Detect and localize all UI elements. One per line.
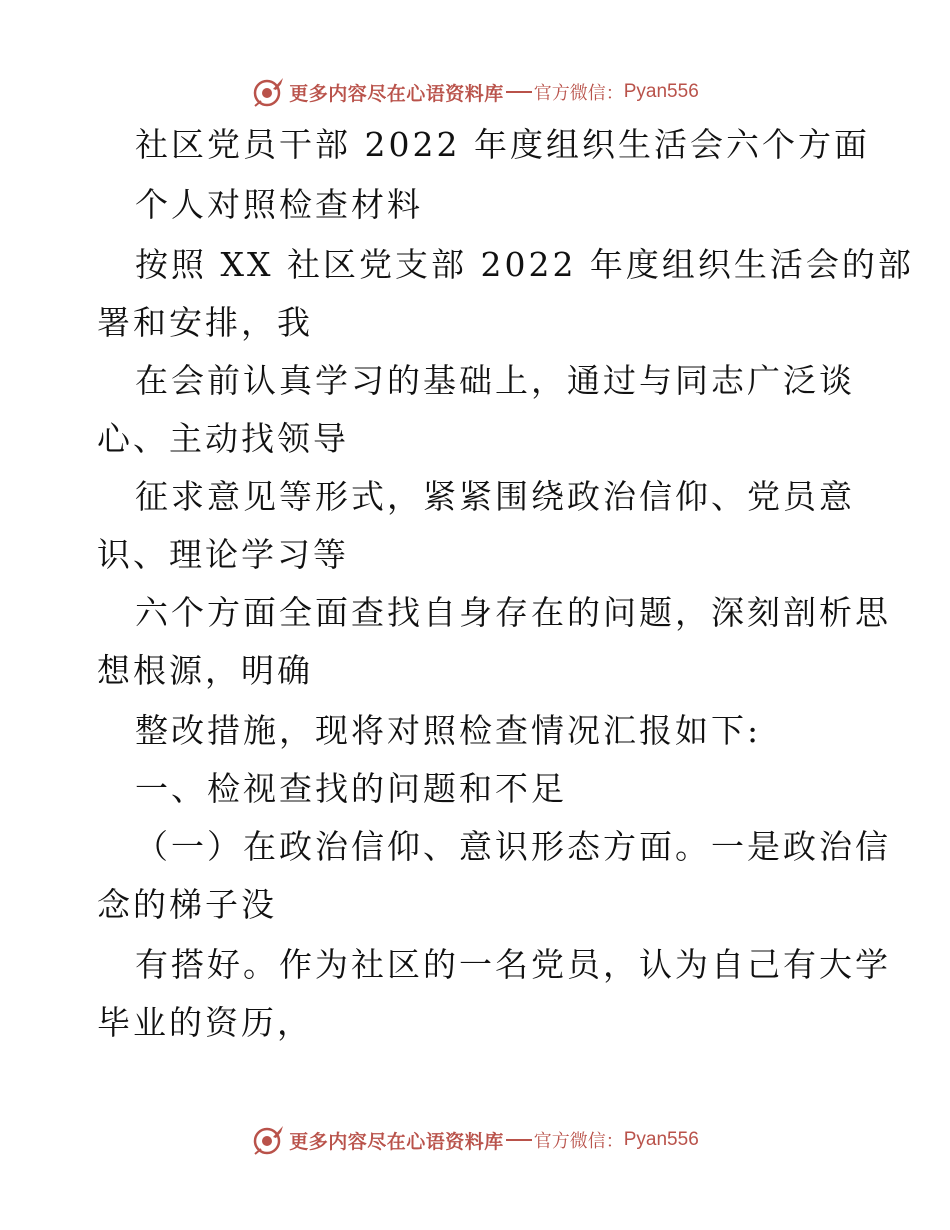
paragraph-line: 征求意见等形式，紧紧围绕政治信仰、党员意: [135, 477, 855, 516]
paragraph-line: 想根源，明确: [97, 651, 313, 690]
doc-title-line-1: 社区党员干部 2022 年度组织生活会六个方面: [135, 125, 870, 164]
paragraph-line: 整改措施，现将对照检查情况汇报如下:: [135, 711, 762, 750]
watermark-sub-text: 官方微信：: [533, 1131, 624, 1152]
watermark-sub-text: 官方微信：: [533, 83, 624, 104]
paragraph-line: 按照 XX 社区党支部 2022 年度组织生活会的部: [135, 245, 914, 284]
watermark-main-text: 更多内容尽在心语资料库: [289, 1130, 504, 1153]
watermark-dash: [506, 1139, 532, 1141]
paragraph-line: 六个方面全面查找自身存在的问题，深刻剖析思: [135, 593, 891, 632]
doc-title-line-2: 个人对照检查材料: [135, 185, 423, 224]
watermark-id-text: Pyan556: [623, 1129, 699, 1150]
paragraph-line: 心、主动找领导: [97, 419, 349, 458]
paragraph-line: 在会前认真学习的基础上，通过与同志广泛谈: [135, 361, 855, 400]
paragraph-line: 署和安排，我: [97, 303, 313, 342]
section-heading: 一、检视查找的问题和不足: [135, 769, 567, 808]
quill-logo-icon: [251, 1123, 285, 1157]
paragraph-line: （一）在政治信仰、意识形态方面。一是政治信: [135, 827, 891, 866]
watermark-dash: [506, 91, 532, 93]
watermark-id-text: Pyan556: [623, 81, 699, 102]
watermark-footer: [0, 1120, 950, 1160]
paragraph-line: 毕业的资历，: [97, 1003, 313, 1042]
paragraph-line: 念的梯子没: [97, 885, 277, 924]
quill-logo-icon: [251, 75, 285, 109]
paragraph-line: 有搭好。作为社区的一名党员，认为自己有大学: [135, 945, 891, 984]
paragraph-line: 识、理论学习等: [97, 535, 349, 574]
watermark-main-text: 更多内容尽在心语资料库: [289, 82, 504, 105]
watermark-header: [0, 72, 950, 112]
